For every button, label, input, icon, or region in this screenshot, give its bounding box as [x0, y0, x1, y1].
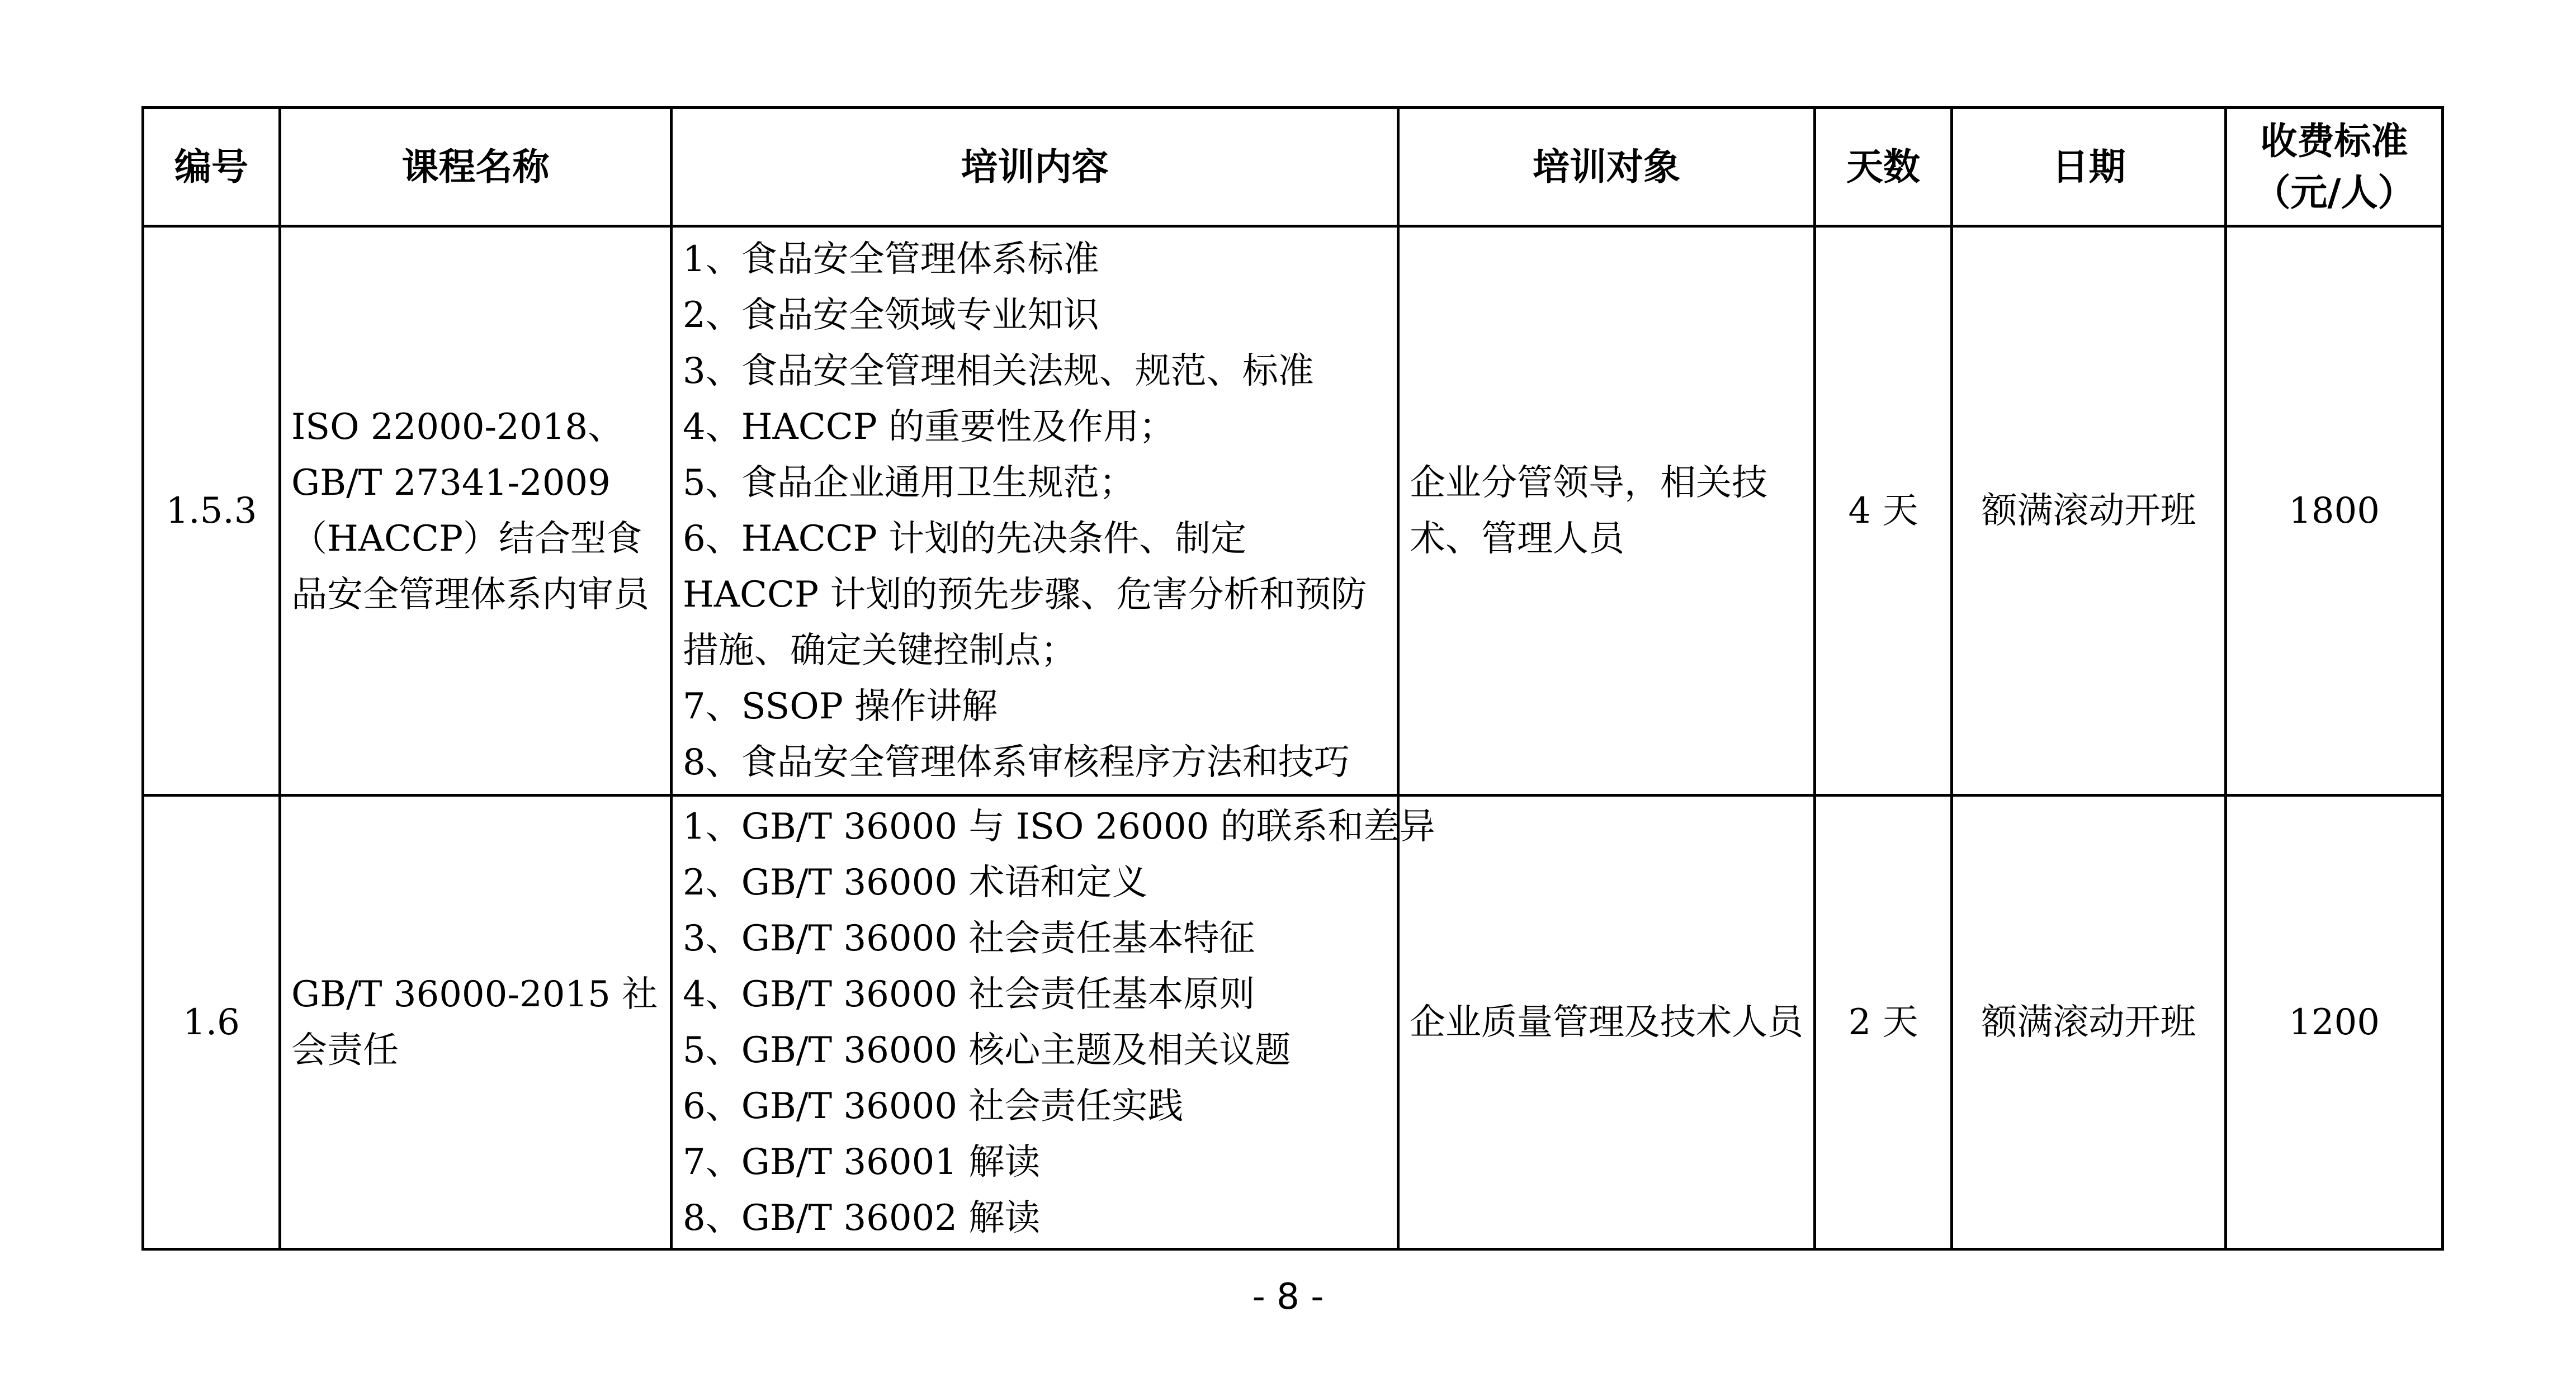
row-content — [672, 796, 1435, 1249]
table-header-row — [143, 108, 2443, 226]
row-date: 额满滚动开班 — [1952, 796, 2226, 1249]
header-fee-line1: 收费标准 — [2260, 119, 2408, 163]
content-item: 2、GB/T 36000 术语和定义 — [683, 861, 1148, 903]
course-table — [141, 106, 2444, 1251]
content-list — [683, 231, 1387, 790]
row-course-name: ISO 22000-2018、GB/T 27341-2009（HACCP）结合型食品安全管理体系内审员 — [280, 226, 672, 796]
content-item: 7、GB/T 36001 解读 — [683, 1141, 1041, 1183]
header-content: 培训内容 — [672, 108, 1398, 226]
row-days: 4 天 — [1815, 226, 1952, 796]
row-target: 企业分管领导，相关技术、管理人员 — [1398, 226, 1815, 796]
header-days: 天数 — [1815, 108, 1952, 226]
header-id: 编号 — [143, 108, 280, 226]
content-item: 1、GB/T 36000 与 ISO 26000 的联系和差异 — [683, 806, 1435, 848]
content-item: 4、GB/T 36000 社会责任基本原则 — [683, 973, 1255, 1015]
table-row — [143, 226, 2443, 796]
header-fee-line2: （元/人） — [2253, 171, 2415, 214]
content-item: 3、食品安全管理相关法规、规范、标准 — [683, 350, 1314, 392]
content-list — [683, 799, 1435, 1246]
row-target: 企业质量管理及技术人员 — [1398, 796, 1815, 1249]
row-days: 2 天 — [1815, 796, 1952, 1249]
content-item: 4、HACCP 的重要性及作用； — [683, 406, 1175, 448]
header-target: 培训对象 — [1398, 108, 1815, 226]
page-number: - 8 - — [1252, 1276, 1324, 1318]
content-item: 6、GB/T 36000 社会责任实践 — [683, 1085, 1184, 1127]
content-item: 8、GB/T 36002 解读 — [683, 1197, 1041, 1239]
header-course-name: 课程名称 — [280, 108, 672, 226]
content-item: 6、HACCP 计划的先决条件、制定 HACCP 计划的预先步骤、危害分析和预防措施、确定关键控制点； — [683, 518, 1367, 671]
content-item: 7、SSOP 操作讲解 — [683, 685, 998, 727]
content-item: 2、食品安全领域专业知识 — [683, 294, 1099, 336]
row-id: 1.6 — [143, 796, 280, 1249]
row-fee: 1800 — [2226, 226, 2443, 796]
header-date: 日期 — [1952, 108, 2226, 226]
row-date: 额满滚动开班 — [1952, 226, 2226, 796]
row-fee: 1200 — [2226, 796, 2443, 1249]
content-item: 8、食品安全管理体系审核程序方法和技巧 — [683, 741, 1350, 783]
content-item: 5、食品企业通用卫生规范； — [683, 462, 1135, 504]
row-course-name: GB/T 36000-2015 社会责任 — [280, 796, 672, 1249]
header-fee — [2226, 108, 2443, 226]
row-id: 1.5.3 — [143, 226, 280, 796]
row-content — [672, 226, 1398, 796]
content-item: 5、GB/T 36000 核心主题及相关议题 — [683, 1029, 1291, 1071]
table-row — [143, 796, 2443, 1249]
content-item: 1、食品安全管理体系标准 — [683, 238, 1099, 280]
content-item: 3、GB/T 36000 社会责任基本特征 — [683, 917, 1255, 959]
